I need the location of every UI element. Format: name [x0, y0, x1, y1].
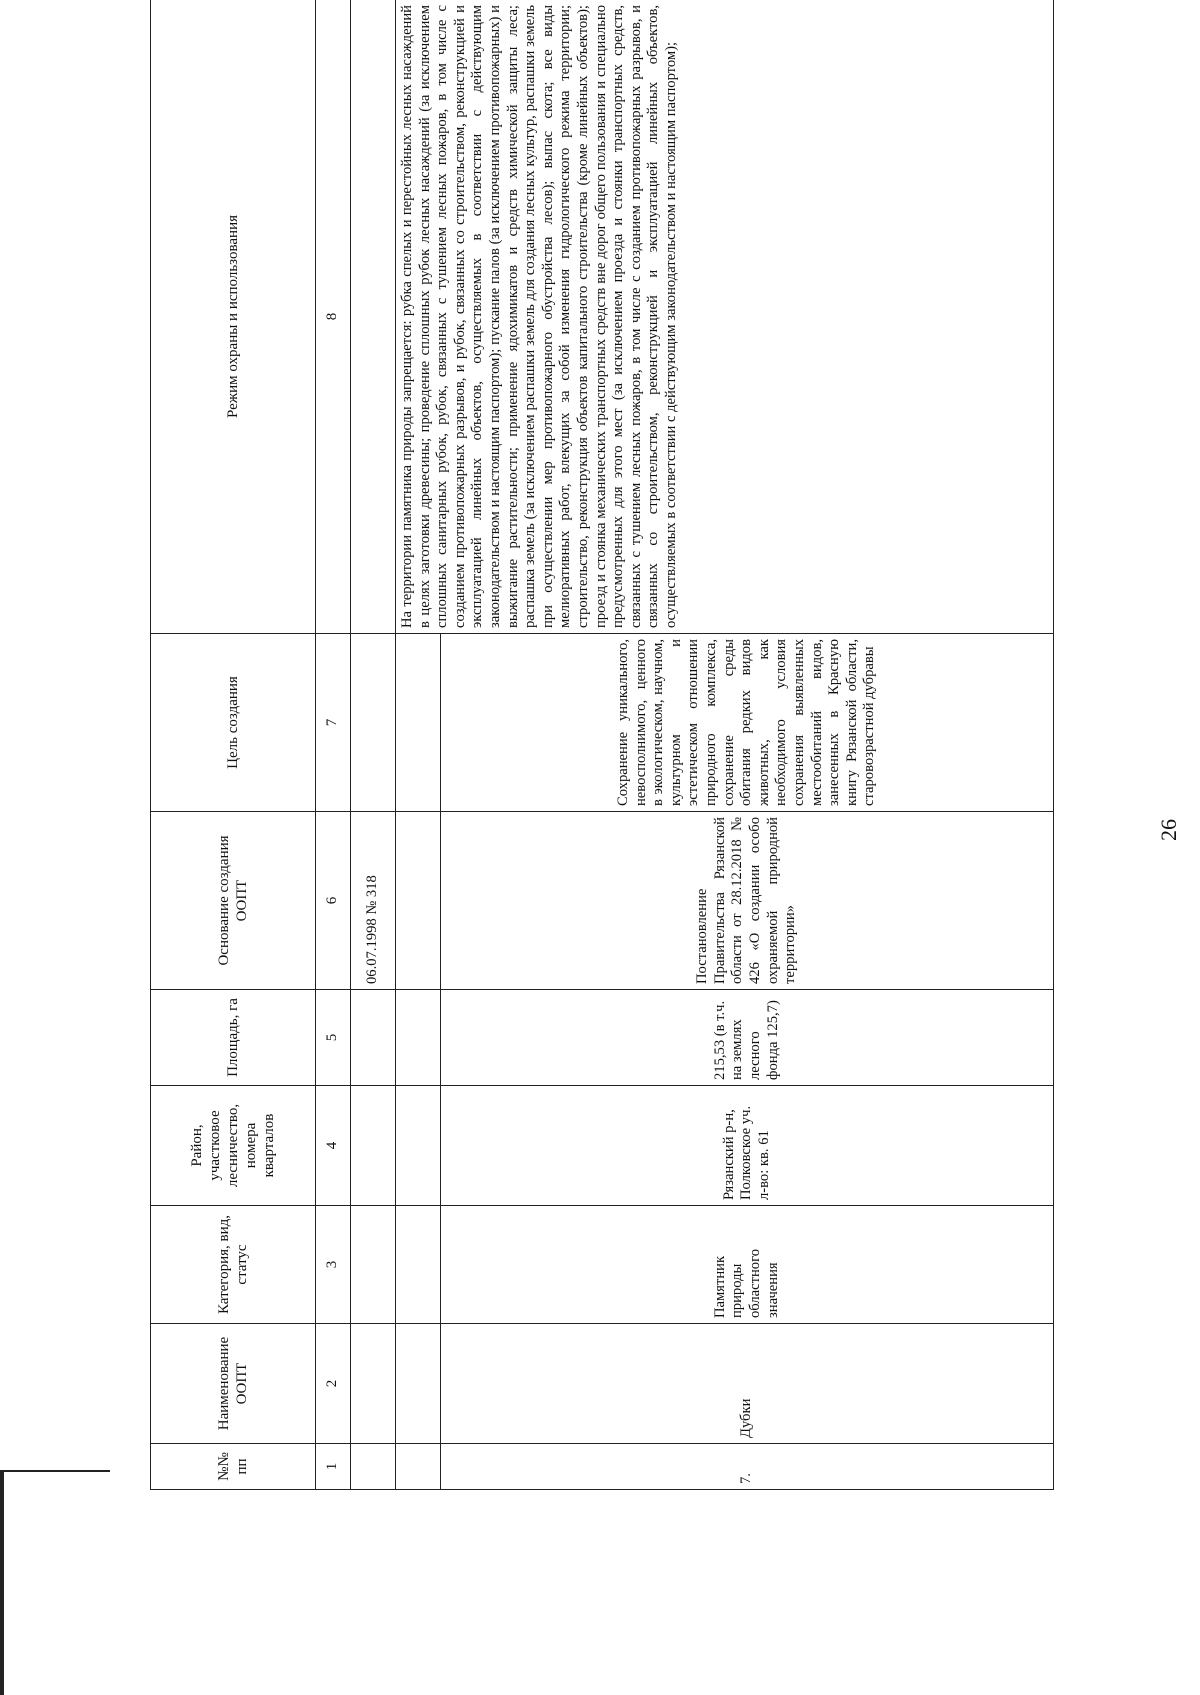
page-number: 26 [1156, 819, 1181, 841]
header-row [151, 0, 316, 1490]
column-number-row [316, 0, 351, 1490]
oopt-name: Дубки [441, 1324, 1054, 1444]
row-number: 7. [441, 1444, 1054, 1490]
header-col-4: Район, участковое лесничество, номера кварталов [151, 1086, 316, 1206]
col-number: 8 [316, 0, 351, 634]
rotated-table [150, 0, 1054, 1490]
col-number: 6 [316, 812, 351, 990]
col-number: 3 [316, 1206, 351, 1324]
col-number: 2 [316, 1324, 351, 1444]
header-col-1: №№ пп [151, 1444, 316, 1490]
header-col-7: Цель создания [151, 634, 316, 812]
previous-row-continuation [351, 0, 396, 1490]
header-col-3: Категория, вид, статус [151, 1206, 316, 1324]
previous-basis-date: 06.07.1998 № 318 [351, 812, 396, 990]
scan-margin-tick [0, 1470, 110, 1472]
header-col-8: Режим охраны и использования [151, 0, 316, 634]
col-number: 1 [316, 1444, 351, 1490]
category-cell: Памятник природы областного значения [441, 1206, 1054, 1324]
header-col-2: Наименование ООПТ [151, 1324, 316, 1444]
header-col-6: Основание создания ООПТ [151, 812, 316, 990]
basis-cell: Постановление Правительства Рязанской области от 28.12.2018 № 426 «О создании особо охраняемой природной территории» [441, 812, 1054, 990]
district-cell: Рязанский р-н, Полковское уч. л-во: кв. 61 [441, 1086, 1054, 1206]
area-cell: 215,53 (в т.ч. на землях лесного фонда 125,7) [441, 990, 1054, 1086]
col-number: 5 [316, 990, 351, 1086]
header-col-5: Площадь, га [151, 990, 316, 1086]
blank-row [396, 0, 441, 1490]
col-number: 4 [316, 1086, 351, 1206]
scan-margin-line [0, 1470, 4, 1695]
col-number: 7 [316, 634, 351, 812]
purpose-cell: Сохранение уникального, невосполнимого, ценного в экологическом, научном, культурном и эстетическом отношении природного комплекса, сохранение среды обитания редких видов животных, как необходимого условия сохранения выявленных местообитаний видов, занесенных в Красную книгу Рязанской области, старовозрастной дубравы [441, 634, 1054, 812]
oopt-table [150, 0, 1054, 1490]
regime-cell: На территории памятника природы запрещается: рубка спелых и перестойных лесных насаждений в целях заготовки древесины; проведение сплошных рубок лесных насаждений (за исключением сплошных санитарных рубок, рубок, связанных с тушением лесных пожаров, в том числе с созданием противопожарных разрывов, и рубок, связанных со строительством, реконструкцией и эксплуатацией линейных объектов, осуществляемых в соответствии с действующим законодательством и настоящим паспортом); пускание палов (за исключением противопожарных) и выжигание растительности; применение ядохимикатов и средств химической защиты леса; распашка земель (за исключением распашки земель для создания лесных культур, распашки земель при осуществлении мер противопожарного обустройства лесов); выпас скота; все виды мелиоративных работ, влекущих за собой изменения гидрологического режима территории; строительство, реконструкция объектов капитального строительства (кроме линейных объектов); проезд и стоянка механических транспортных средств вне дорог общего пользования и специально предусмотренных для этого мест (за исключением проезда и стоянки транспортных средств, связанных с тушением лесных пожаров, в том числе с созданием противопожарных разрывов, и связанных со строительством, реконструкцией и эксплуатацией линейных объектов, осуществляемых в соответствии с действующим законодательством и настоящим паспортом); [396, 0, 1054, 634]
